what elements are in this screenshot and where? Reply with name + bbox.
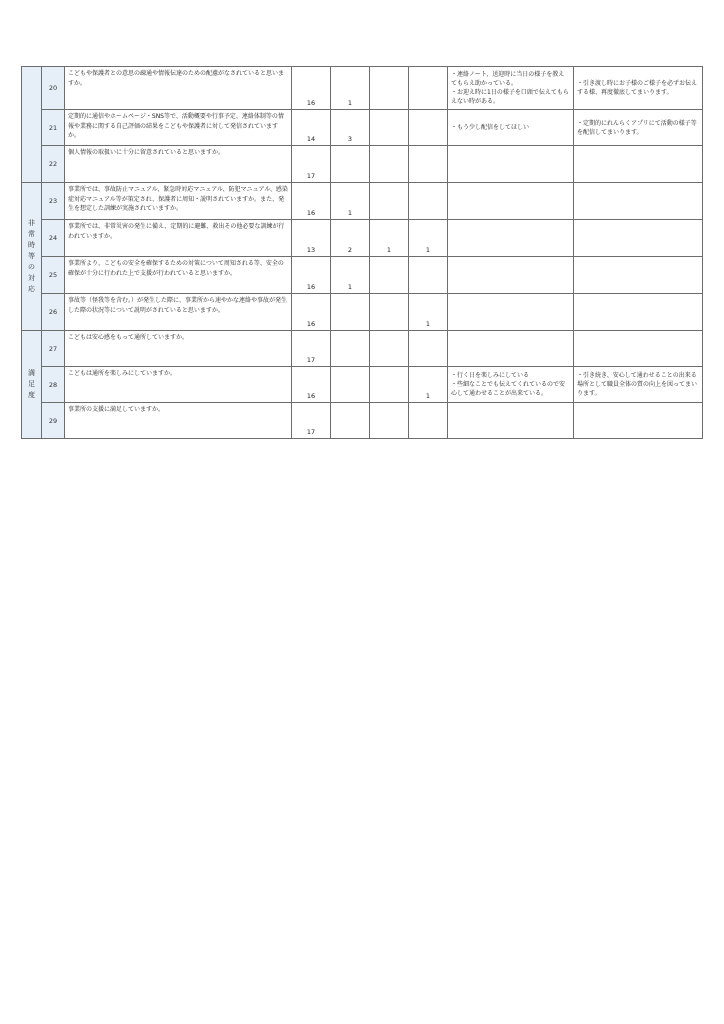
category-char: 常	[28, 230, 35, 238]
guardian-comment: ・もう少し配信をしてほしい	[448, 110, 574, 146]
count-somewhat: 2	[331, 220, 370, 257]
table-row	[22, 403, 703, 439]
count-no	[370, 183, 409, 220]
evaluation-table	[21, 66, 703, 439]
count-no	[370, 403, 409, 439]
count-no	[370, 331, 409, 367]
facility-response	[574, 403, 703, 439]
category-char: 等	[28, 252, 35, 260]
category-satisfaction	[22, 331, 42, 439]
category-char: 時	[28, 241, 35, 249]
question-text: こどもや保護者との意思の疎通や情報伝達のための配慮がなされていると思いますか。	[65, 67, 292, 110]
guardian-comment	[448, 257, 574, 294]
item-number: 22	[42, 146, 65, 183]
facility-response	[574, 220, 703, 257]
guardian-comment	[448, 331, 574, 367]
count-no	[370, 257, 409, 294]
count-unknown: 1	[409, 220, 448, 257]
item-number: 28	[42, 367, 65, 403]
count-somewhat: 1	[331, 67, 370, 110]
category-continued	[22, 67, 42, 183]
category-char: 応	[28, 285, 35, 293]
facility-response	[574, 257, 703, 294]
evaluation-sheet	[21, 66, 703, 439]
category-char: 満	[28, 369, 35, 377]
table-row	[22, 67, 703, 110]
question-text: こどもは安心感をもって通所していますか。	[65, 331, 292, 367]
count-no	[370, 110, 409, 146]
question-text: 事業所では、事故防止マニュアル、緊急時対応マニュアル、防犯マニュアル、感染症対応マニュアル等が策定され、保護者に周知・説明されていますか。また、発生を想定した訓練が実施されていますか。	[65, 183, 292, 220]
guardian-comment: ・連絡ノート、送迎時に当日の様子を教えてもらえ助かっている。 ・お迎え時に1日の様子を口頭で伝えてもらえない時がある。	[448, 67, 574, 110]
item-number: 24	[42, 220, 65, 257]
category-char: 度	[28, 391, 35, 399]
count-somewhat	[331, 403, 370, 439]
item-number: 23	[42, 183, 65, 220]
item-number: 27	[42, 331, 65, 367]
item-number: 26	[42, 294, 65, 331]
facility-response: ・引き渡し時にお子様のご様子を必ずお伝えする様、再度徹底してまいります。	[574, 67, 703, 110]
facility-response	[574, 294, 703, 331]
category-char: の	[28, 263, 35, 271]
count-unknown	[409, 331, 448, 367]
question-text: 定期的に通信やホームページ・SNS等で、活動概要や行事予定、連絡体制等の情報や業務に関する自己評価の結果をこどもや保護者に対して発信されていますか。	[65, 110, 292, 146]
table-row	[22, 146, 703, 183]
count-yes: 17	[292, 146, 331, 183]
guardian-comment: ・行く日を楽しみにしている ・些細なことでも伝えてくれているので安心して通わせることが出来ている。	[448, 367, 574, 403]
count-yes: 16	[292, 183, 331, 220]
count-unknown	[409, 110, 448, 146]
count-yes: 16	[292, 367, 331, 403]
question-text: 事故等（怪我等を含む。）が発生した際に、事業所から速やかな連絡や事故が発生した際の状況等について説明がされていると思いますか。	[65, 294, 292, 331]
question-text: 事業所より、こどもの安全を確保するための対策について周知される等、安全の確保が十分に行われた上で支援が行われていると思いますか。	[65, 257, 292, 294]
count-no	[370, 294, 409, 331]
count-somewhat: 3	[331, 110, 370, 146]
category-char: 足	[28, 380, 35, 388]
question-text: 事業所の支援に満足していますか。	[65, 403, 292, 439]
count-somewhat	[331, 367, 370, 403]
question-text: 事業所では、非常災害の発生に備え、定期的に避難、救出その他必要な訓練が行われていますか。	[65, 220, 292, 257]
count-unknown: 1	[409, 294, 448, 331]
count-somewhat: 1	[331, 257, 370, 294]
count-unknown	[409, 67, 448, 110]
question-text: 個人情報の取扱いに十分に留意されていると思いますか。	[65, 146, 292, 183]
guardian-comment	[448, 294, 574, 331]
count-unknown	[409, 257, 448, 294]
count-no	[370, 67, 409, 110]
table-row	[22, 331, 703, 367]
count-somewhat: 1	[331, 183, 370, 220]
count-unknown	[409, 146, 448, 183]
count-yes: 14	[292, 110, 331, 146]
count-no: 1	[370, 220, 409, 257]
guardian-comment	[448, 403, 574, 439]
count-yes: 16	[292, 67, 331, 110]
category-char: 非	[28, 219, 35, 227]
table-row	[22, 294, 703, 331]
count-somewhat	[331, 146, 370, 183]
category-emergency	[22, 183, 42, 331]
count-somewhat	[331, 294, 370, 331]
table-row	[22, 257, 703, 294]
count-yes: 13	[292, 220, 331, 257]
count-yes: 17	[292, 331, 331, 367]
facility-response	[574, 331, 703, 367]
table-row	[22, 220, 703, 257]
count-no	[370, 367, 409, 403]
guardian-comment	[448, 183, 574, 220]
guardian-comment	[448, 146, 574, 183]
count-unknown: 1	[409, 367, 448, 403]
table-row	[22, 183, 703, 220]
item-number: 21	[42, 110, 65, 146]
count-somewhat	[331, 331, 370, 367]
count-yes: 16	[292, 257, 331, 294]
item-number: 29	[42, 403, 65, 439]
facility-response	[574, 146, 703, 183]
category-char: 対	[28, 274, 35, 282]
count-unknown	[409, 403, 448, 439]
guardian-comment	[448, 220, 574, 257]
count-yes: 16	[292, 294, 331, 331]
table-row	[22, 367, 703, 403]
item-number: 25	[42, 257, 65, 294]
count-unknown	[409, 183, 448, 220]
facility-response: ・定期的にれんらくアプリにて活動の様子等を配信してまいります。	[574, 110, 703, 146]
count-no	[370, 146, 409, 183]
facility-response	[574, 183, 703, 220]
question-text: こどもは通所を楽しみにしていますか。	[65, 367, 292, 403]
count-yes: 17	[292, 403, 331, 439]
item-number: 20	[42, 67, 65, 110]
facility-response: ・引き続き、安心して通わせることの出来る場所として職員全体の質の向上を図ってまいります。	[574, 367, 703, 403]
table-row	[22, 110, 703, 146]
